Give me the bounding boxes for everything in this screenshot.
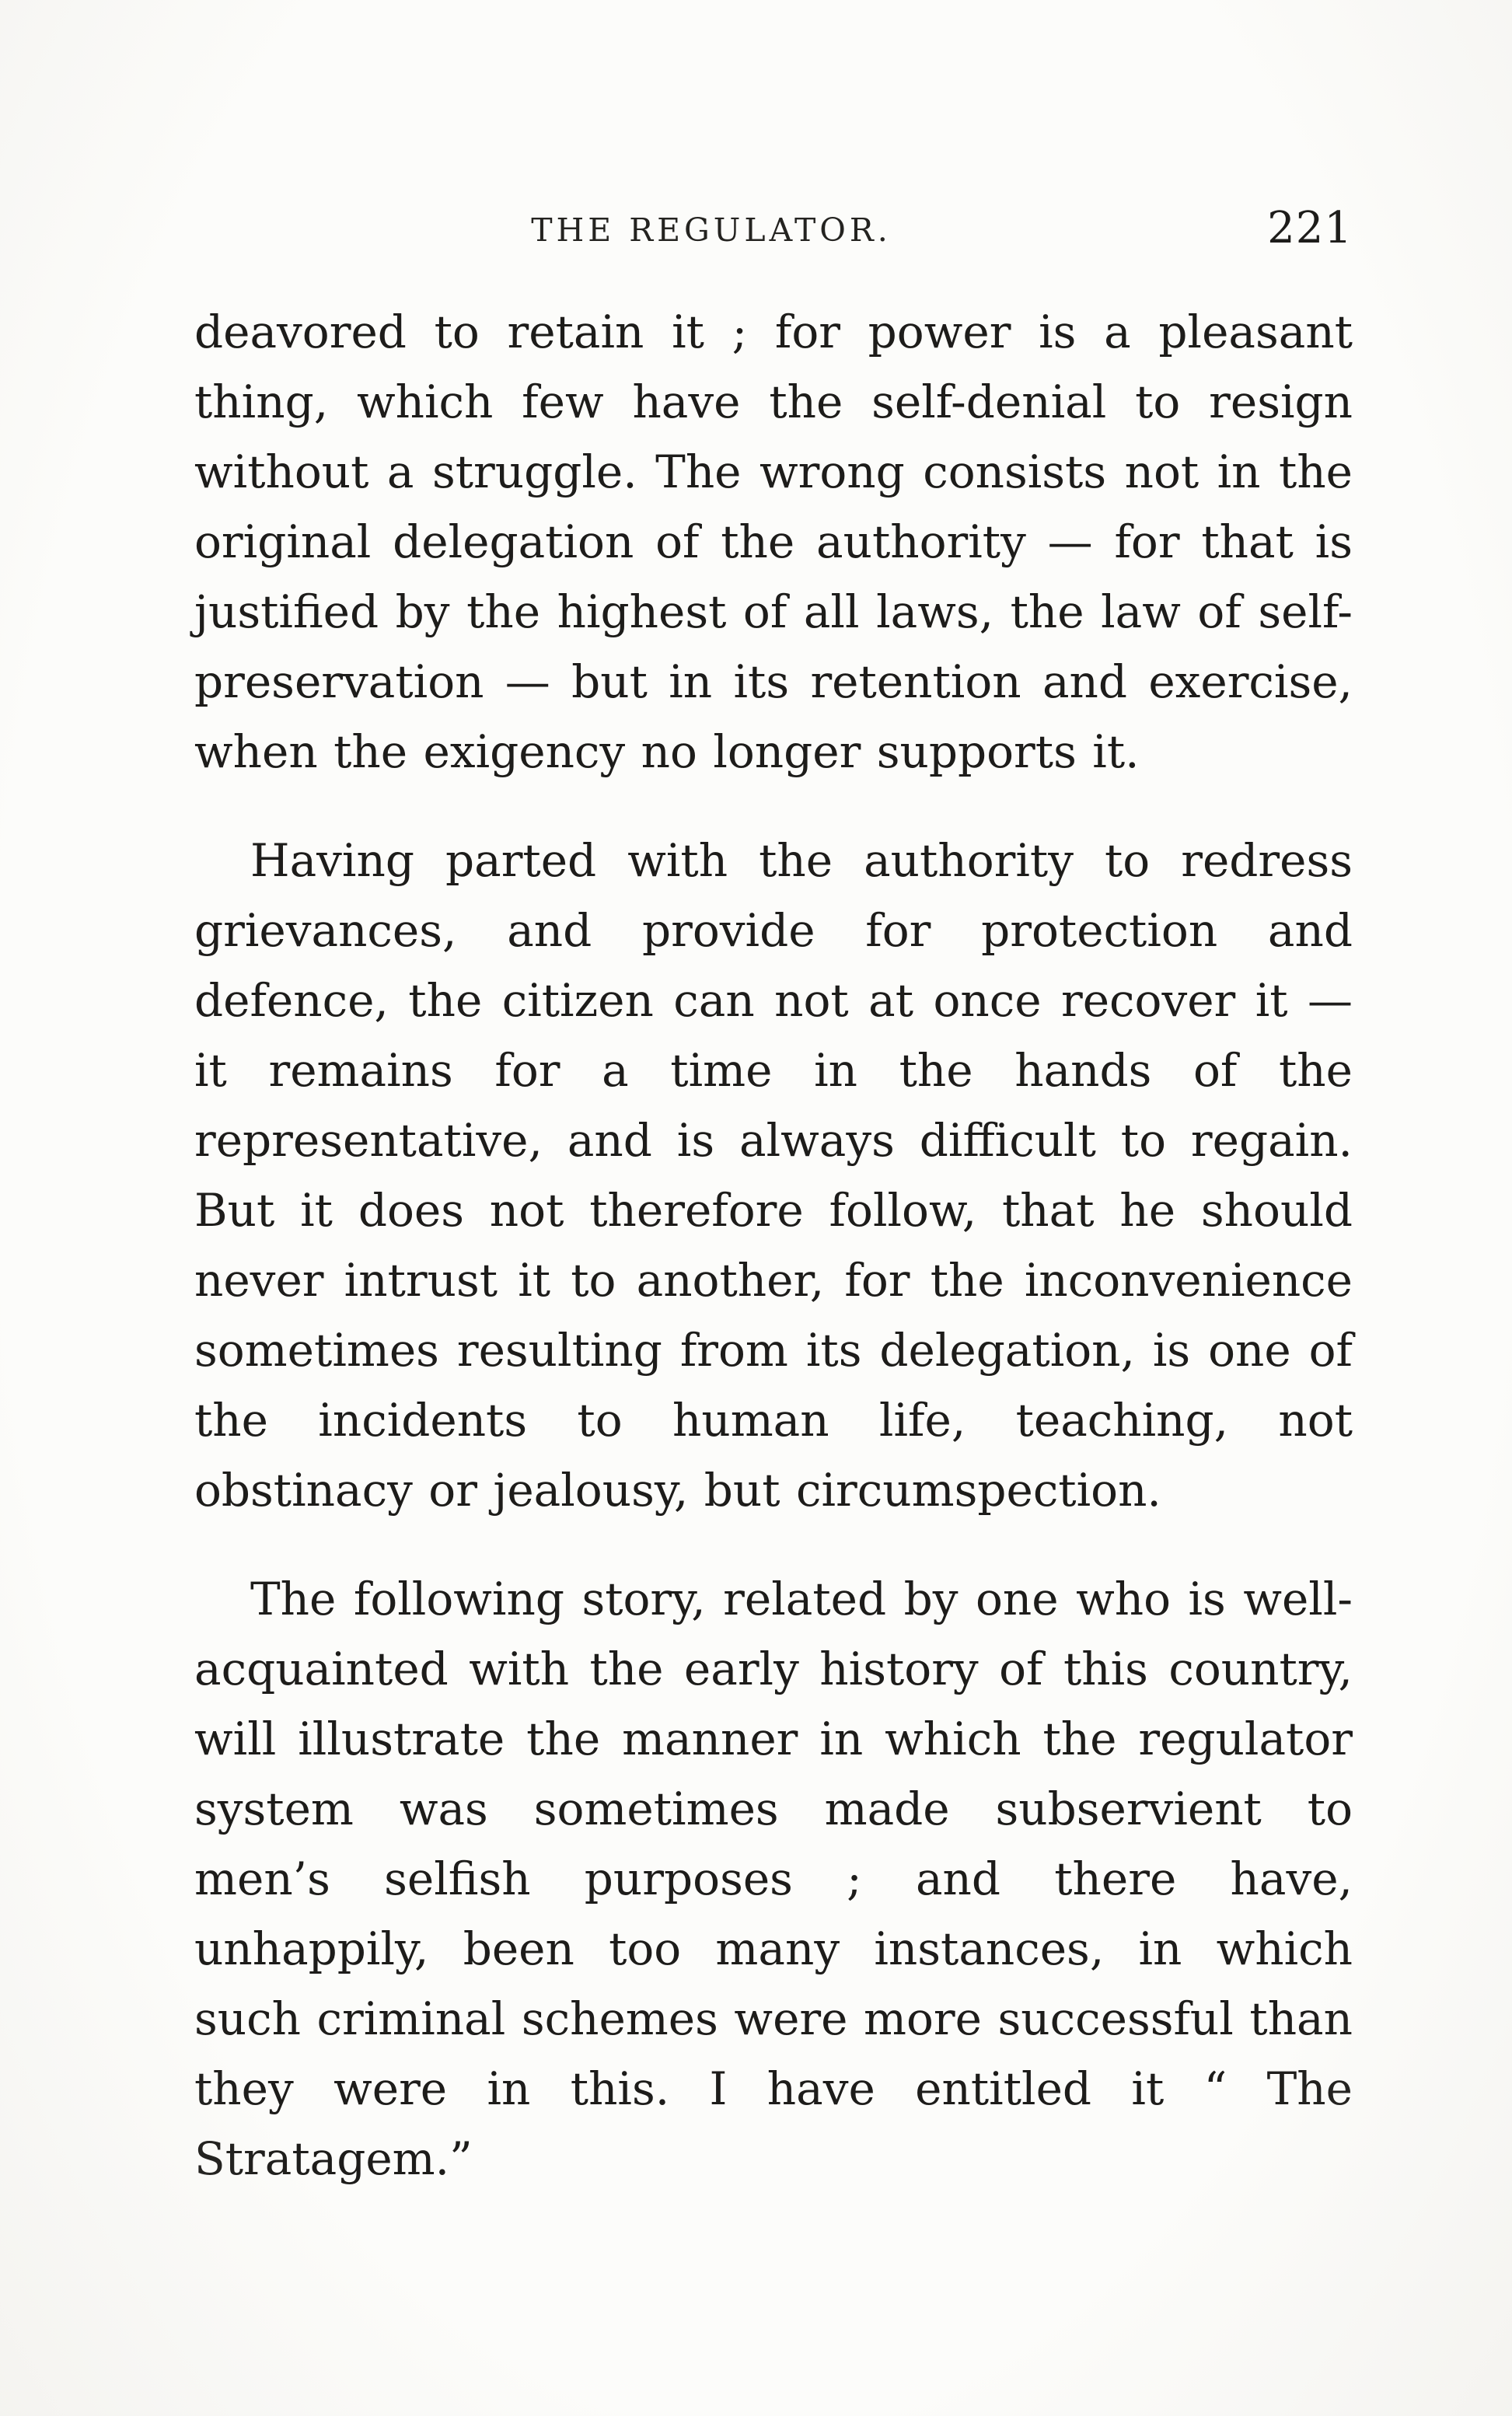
paragraph: The following story, related by one who is well-acquainted with the early history of this country, will illustrate the manner in which the regulator system was sometimes made subservient to men’s selfish purposes ; and there have, unhappily, been too many instances, in which such criminal schemes were more successful than they were in this. I have entitled it “ The Stratagem.”	[194, 1573, 1353, 2185]
running-title: THE REGULATOR.	[531, 211, 892, 249]
page-number: 221	[1267, 203, 1353, 253]
book-page	[194, 187, 1353, 2233]
page-header	[194, 187, 1353, 253]
paragraph: Having parted with the authority to redress grievances, and provide for protection and defence, the citizen can not at once recover it — it remains for a time in the hands of the representative, and is always difficult to regain. But it does not therefore follow, that he should never intrust it to another, for the inconvenience sometimes resulting from its delegation, is one of the incidents to human life, teaching, not obstinacy or jealousy, but circumspection.	[194, 834, 1353, 1517]
page-body	[194, 297, 1353, 2194]
paragraph-continuation: deavored to retain it ; for power is a pleasant thing, which few have the self-denial to resign without a struggle. The wrong consists not in the original delegation of the authority — for that is justified by the highest of all laws, the law of self-preservation — but in its retention and exercise, when the exigency no longer supports it.	[194, 305, 1353, 778]
